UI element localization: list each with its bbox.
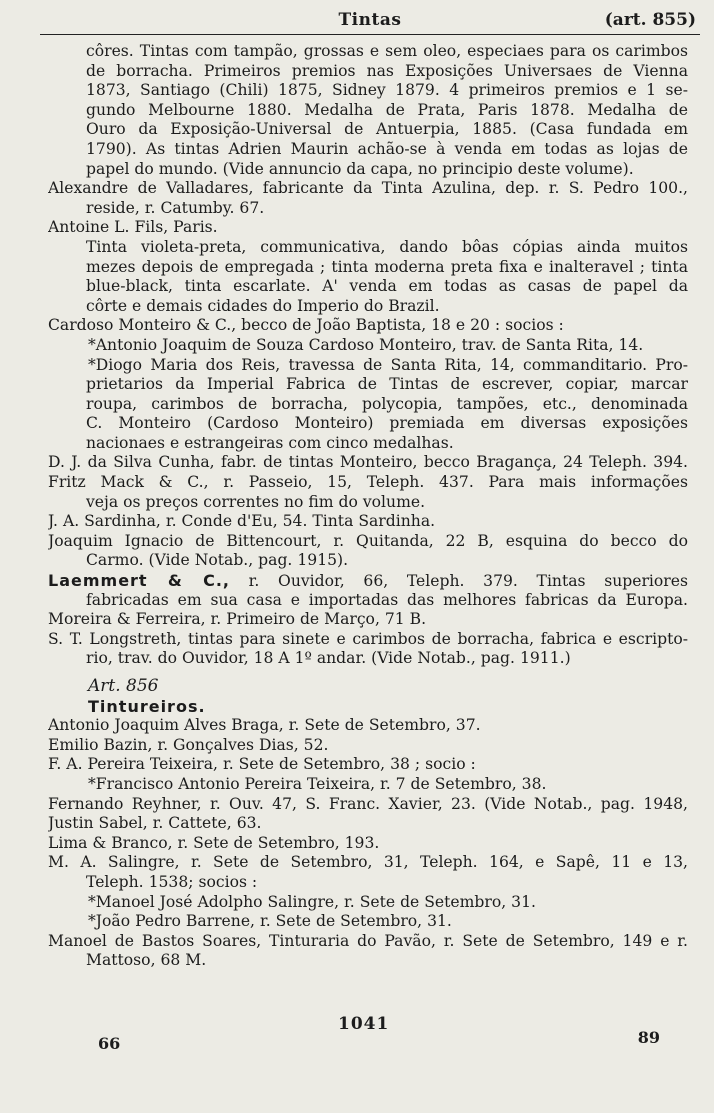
- text-line: Mattoso, 68 M.: [86, 951, 207, 970]
- text-line: papel do mundo. (Vide annuncio da capa, no principio deste volume).: [86, 159, 634, 178]
- text-line: mezes depois de empregada ; tinta moderna preta fixa e inalteravel ; tinta: [86, 257, 688, 276]
- text-line: Carmo. (Vide Notab., pag. 1915).: [86, 551, 349, 570]
- text-line: Antoine L. Fils, Paris.: [48, 218, 218, 237]
- text-line: 1873, Santiago (Chili) 1875, Sidney 1879. 4 primeiros premios e 1 se-: [86, 81, 688, 100]
- text-line: S. T. Longstreth, tintas para sinete e carimbos de borracha, fabrica e escripto-: [48, 629, 688, 648]
- tintas-entries: [48, 42, 688, 669]
- text-line: rio, trav. do Ouvidor, 18 A 1º andar. (Vide Notab., pag. 1911.): [86, 649, 571, 668]
- text-line: Moreira & Ferreira, r. Primeiro de Março, 71 B.: [48, 610, 427, 629]
- page-header: [40, 4, 700, 35]
- text-line: côrte e demais cidades do Imperio do Brazil.: [86, 296, 440, 315]
- text-line: côres. Tintas com tampão, grossas e sem oleo, especiaes para os carimbos: [86, 42, 688, 60]
- section-art-number: Art. 856: [88, 677, 159, 696]
- text-line: 1790). As tintas Adrien Maurin achão-se à venda em todas as lojas de: [86, 139, 688, 158]
- text-line: Lima & Branco, r. Sete de Setembro, 193.: [48, 833, 380, 852]
- text-line: *Diogo Maria dos Reis, travessa de Santa Rita, 14, commanditario. Pro-: [88, 355, 688, 374]
- text-line: *Manoel José Adolpho Salingre, r. Sete de Setembro, 31.: [88, 892, 536, 911]
- text-line: M. A. Salingre, r. Sete de Setembro, 31, Teleph. 164, e Sapê, 11 e 13,: [48, 853, 688, 872]
- footer-left-number: 66: [98, 1034, 121, 1053]
- text-line: Laemmert & C., r. Ouvidor, 66, Teleph. 379. Tintas superiores: [48, 571, 688, 591]
- text-line: *Francisco Antonio Pereira Teixeira, r. 7 de Setembro, 38.: [88, 774, 547, 793]
- bold-company-name: Laemmert & C.,: [48, 571, 230, 591]
- text-line: J. A. Sardinha, r. Conde d'Eu, 54. Tinta Sardinha.: [48, 512, 436, 531]
- text-line: Emilio Bazin, r. Gonçalves Dias, 52.: [48, 735, 329, 754]
- text-line: veja os preços correntes no fim do volume.: [86, 492, 426, 511]
- text-line: nacionaes e estrangeiras com cinco medalhas.: [86, 433, 454, 452]
- text-line: Justin Sabel, r. Cattete, 63.: [48, 814, 262, 833]
- text-line: Alexandre de Valladares, fabricante da Tinta Azulina, dep. r. S. Pedro 100.,: [48, 179, 688, 198]
- text-line: roupa, carimbos de borracha, polycopia, tampões, etc., denominada: [86, 394, 688, 413]
- text-line: prietarios da Imperial Fabrica de Tintas de escrever, copiar, marcar: [86, 375, 688, 394]
- text-line: Tinta violeta-preta, communicativa, dando bôas cópias ainda muitos: [86, 237, 688, 256]
- text-line: F. A. Pereira Teixeira, r. Sete de Setembro, 38 ; socio :: [48, 755, 476, 774]
- article-reference: (art. 855): [604, 10, 696, 30]
- text-line: fabricadas em sua casa e importadas das melhores fabricas da Europa.: [86, 590, 688, 609]
- text-line: Antonio Joaquim Alves Braga, r. Sete de Setembro, 37.: [48, 716, 481, 735]
- text-line: gundo Melbourne 1880. Medalha de Prata, Paris 1878. Medalha de: [86, 100, 688, 119]
- text-line: de borracha. Primeiros premios nas Exposições Universaes de Vienna: [86, 61, 688, 80]
- footer-right-number: 89: [637, 1028, 660, 1047]
- section-title: Tintureiros.: [88, 696, 206, 716]
- text-line: Cardoso Monteiro & C., becco de João Baptista, 18 e 20 : socios :: [48, 316, 564, 335]
- footer-center-number: 1041: [338, 1014, 390, 1034]
- text-line: D. J. da Silva Cunha, fabr. de tintas Monteiro, becco Bragança, 24 Teleph. 394.: [48, 453, 688, 472]
- text-line: Joaquim Ignacio de Bittencourt, r. Quitanda, 22 B, esquina do becco do: [48, 531, 688, 550]
- text-line: *Antonio Joaquim de Souza Cardoso Monteiro, trav. de Santa Rita, 14.: [88, 335, 644, 354]
- text-line: blue-black, tinta escarlate. A' venda em todas as casas de papel da: [86, 277, 688, 296]
- text-line: reside, r. Catumby. 67.: [86, 198, 265, 217]
- text-line: Teleph. 1538; socios :: [86, 872, 258, 891]
- section-title-line: [48, 697, 688, 717]
- text-line: C. Monteiro (Cardoso Monteiro) premiada em diversas exposições: [86, 414, 688, 433]
- tintureiros-entries: [48, 716, 688, 971]
- page-footer: [48, 1010, 660, 1053]
- text-line: Fernando Reyhner, r. Ouv. 47, S. Franc. Xavier, 23. (Vide Notab., pag. 1948,: [48, 794, 688, 813]
- page-content: [48, 42, 688, 971]
- text-line: Ouro da Exposição-Universal de Antuerpia, 1885. (Casa fundada em: [86, 120, 688, 139]
- text-line: Manoel de Bastos Soares, Tinturaria do Pavão, r. Sete de Setembro, 149 e r.: [48, 931, 688, 950]
- text-line: *João Pedro Barrene, r. Sete de Setembro, 31.: [88, 912, 452, 931]
- page-title: Tintas: [338, 10, 402, 30]
- text-line: Fritz Mack & C., r. Passeio, 15, Teleph. 437. Para mais informações: [48, 473, 688, 492]
